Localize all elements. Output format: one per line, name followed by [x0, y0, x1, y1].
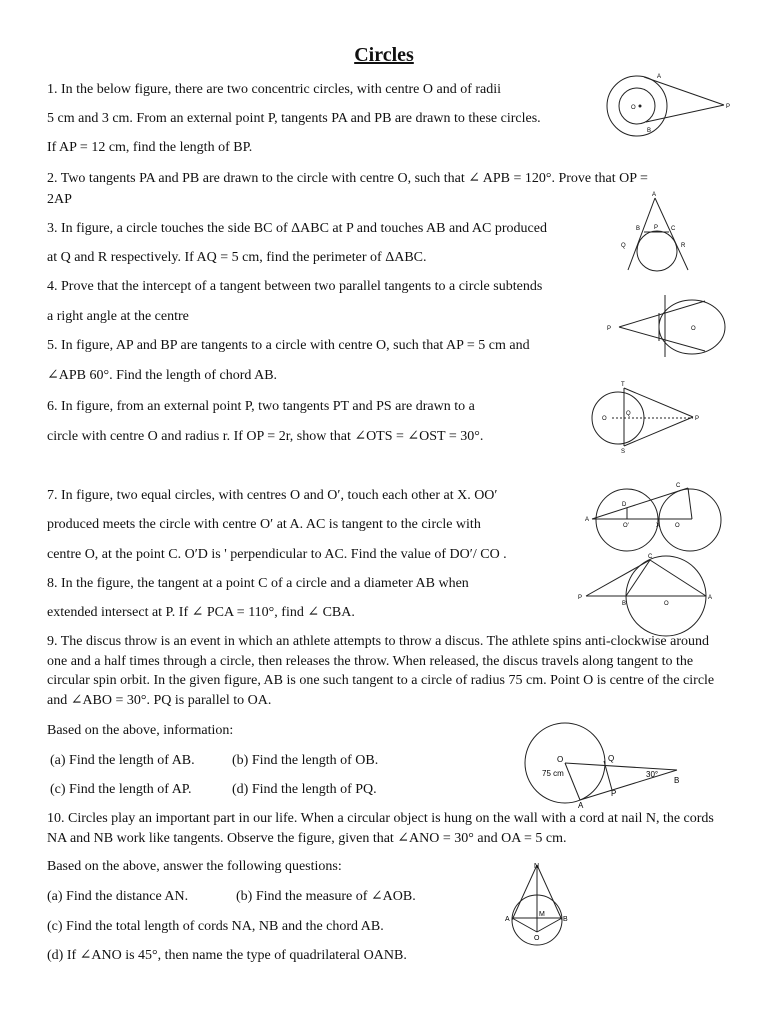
q7-line3: centre O, at the point C. O′D is ' perpendicular to AC. Find the value of DO′/ CO . [47, 547, 507, 562]
q9-part-c: (c) Find the length of AP. [50, 782, 192, 797]
fig8-label-a: A [708, 595, 713, 601]
fig3-line-ac-produced [655, 198, 688, 270]
q4-line1: 4. Prove that the intercept of a tangent between two parallel tangents to a circle subtends [47, 279, 543, 294]
fig10-label-o: O [534, 935, 540, 942]
q10-part-b: (b) Find the measure of ∠AOB. [236, 889, 416, 904]
fig9-label-a: A [578, 801, 584, 810]
fig9-label-b: B [674, 776, 680, 785]
q5-line2: ∠APB 60°. Find the length of chord AB. [47, 368, 278, 383]
fig7-label-o: O [675, 523, 680, 529]
fig3-label-a: A [652, 192, 657, 198]
fig6-tangent-ps [624, 417, 693, 446]
q2-line2: 2AP [47, 192, 72, 207]
figure-q6 [583, 382, 708, 457]
q9-based: Based on the above, information: [47, 723, 234, 738]
q1-line1: 1. In the below figure, there are two concentric circles, with centre O and of radii [47, 82, 502, 97]
fig9-label-p: P [611, 789, 617, 798]
fig10-cord-na [512, 863, 540, 920]
fig6-label-q: Q [626, 411, 631, 417]
q9-part-b: (b) Find the length of OB. [232, 753, 379, 768]
fig1-inner-circle [619, 88, 655, 124]
fig4-label-o: O [691, 326, 696, 332]
q5-line1: 5. In figure, AP and BP are tangents to a circle with centre O, such that AP = 5 cm and [47, 338, 530, 353]
fig7-label-x: X [656, 523, 661, 529]
q8-line2: extended intersect at P. If ∠ PCA = 110°, find ∠ CBA. [47, 605, 355, 620]
fig7-label-o-prime: O′ [623, 523, 629, 529]
fig7-label-d: D [622, 502, 627, 508]
figure-q4 [605, 293, 730, 358]
q1-line3: If AP = 12 cm, find the length of BP. [47, 140, 253, 155]
fig9-label-radius: 75 cm [542, 769, 564, 778]
q10-part-d: (d) If ∠ANO is 45°, then name the type of quadrilateral OANB. [47, 948, 407, 963]
fig9-tangent-ab [580, 770, 680, 800]
q6-line1: 6. In figure, from an external point P, two tangents PT and PS are drawn to a [47, 399, 475, 414]
fig7-label-a: A [585, 517, 590, 523]
q3-line1: 3. In figure, a circle touches the side BC of ΔABC at P and touches AB and AC produced [47, 221, 547, 236]
figure-q8 [574, 554, 724, 618]
fig1-label-o: O [631, 105, 636, 111]
fig8-label-p: P [578, 595, 583, 601]
fig8-label-o: O [664, 601, 669, 607]
q10-part-c: (c) Find the total length of cords NA, NB and the chord AB. [47, 919, 384, 934]
fig10-label-n: N [534, 863, 540, 870]
fig3-label-b: B [636, 226, 641, 232]
fig8-chord-cb [626, 560, 650, 596]
figure-q3 [612, 190, 702, 285]
fig4-label-p: P [607, 326, 612, 332]
page-title: Circles [354, 44, 414, 66]
q10-part-a: (a) Find the distance AN. [47, 889, 189, 904]
fig4-tangent-top [619, 301, 705, 327]
fig3-line-ab-produced [628, 198, 655, 270]
q2-line1: 2. Two tangents PA and PB are drawn to the circle with centre O, such that ∠ APB = 120°. Prove that OP = [47, 171, 648, 186]
fig7-tangent-ac [592, 488, 688, 519]
fig6-label-p: P [695, 416, 700, 422]
fig10-label-a: A [505, 916, 510, 923]
fig10-label-b: B [563, 916, 568, 923]
q9-part-a: (a) Find the length of AB. [50, 753, 195, 768]
fig3-label-c: C [671, 226, 676, 232]
fig8-tangent-pc [586, 560, 650, 596]
figure-q10 [500, 860, 575, 950]
fig8-label-c: C [648, 554, 653, 560]
q6-line2: circle with centre O and radius r. If OP = 2r, show that ∠OTS = ∠OST = 30°. [47, 429, 484, 444]
fig1-centre-point [639, 105, 642, 108]
fig3-circle [637, 231, 677, 271]
fig6-label-s: S [621, 449, 626, 455]
figure-q9 [522, 718, 687, 808]
q7-line1: 7. In figure, two equal circles, with centres O and O′, touch each other at X. OO′ [47, 488, 498, 503]
fig3-label-r: R [681, 243, 686, 249]
q4-line2: a right angle at the centre [47, 309, 189, 324]
fig1-label-b: B [647, 128, 652, 134]
q1-line2: 5 cm and 3 cm. From an external point P, tangents PA and PB are drawn to these circles. [47, 111, 541, 126]
figure-q7 [580, 480, 725, 555]
fig1-label-p: P [726, 104, 731, 110]
fig6-tangent-pt [624, 388, 693, 417]
figure-q1 [604, 68, 734, 148]
fig6-label-o: O [602, 416, 607, 422]
q8-line1: 8. In the figure, the tangent at a point C of a circle and a diameter AB when [47, 576, 469, 591]
q9-part-d: (d) Find the length of PQ. [232, 782, 377, 797]
fig10-label-m: M [539, 911, 545, 918]
fig10-radius-ob [537, 918, 562, 932]
fig9-line-ob [565, 763, 677, 770]
fig9-label-angle: 30° [646, 770, 659, 779]
fig9-label-o: O [557, 755, 564, 764]
fig8-chord-ca [650, 560, 706, 596]
fig3-label-p: P [654, 225, 659, 231]
fig1-outer-circle [607, 76, 667, 136]
fig6-label-t: T [621, 382, 625, 388]
fig8-label-b: B [622, 601, 627, 607]
fig7-circle-o [659, 489, 721, 551]
q9-paragraph: 9. The discus throw is an event in which an athlete attempts to throw a discus. The athlete spins anti-clockwise around one and a half times through a circle, then releases the throw. When released, the discus travels along tangent to the circular spin orbit. In the given figure, AB is one such tangent to a circle of radius 75 cm. Point O is centre of the circle and ∠ABO = 30°. PQ is parallel to OA. [47, 634, 715, 708]
fig1-tangent-pa [644, 77, 724, 105]
fig10-radius-oa [512, 918, 537, 932]
fig7-radius-oc [688, 488, 692, 519]
fig9-radius-oa [565, 763, 580, 800]
fig9-label-q: Q [608, 754, 615, 763]
fig7-label-c: C [676, 483, 681, 489]
q7-line2: produced meets the circle with centre O′ at A. AC is tangent to the circle with [47, 517, 481, 532]
fig1-tangent-pb [646, 105, 724, 122]
q10-paragraph: 10. Circles play an important part in our life. When a circular object is hung on the wall with a cord at nail N, the cords NA and NB work like tangents. Observe the figure, given that ∠ANO = 30° and OA = 5 cm. [47, 811, 714, 846]
fig1-label-a: A [657, 74, 662, 80]
fig7-circle-o-prime [596, 489, 661, 551]
q3-line2: at Q and R respectively. If AQ = 5 cm, find the perimeter of ΔABC. [47, 250, 427, 265]
q10-based: Based on the above, answer the following questions: [47, 859, 342, 874]
fig3-label-q: Q [621, 243, 626, 249]
